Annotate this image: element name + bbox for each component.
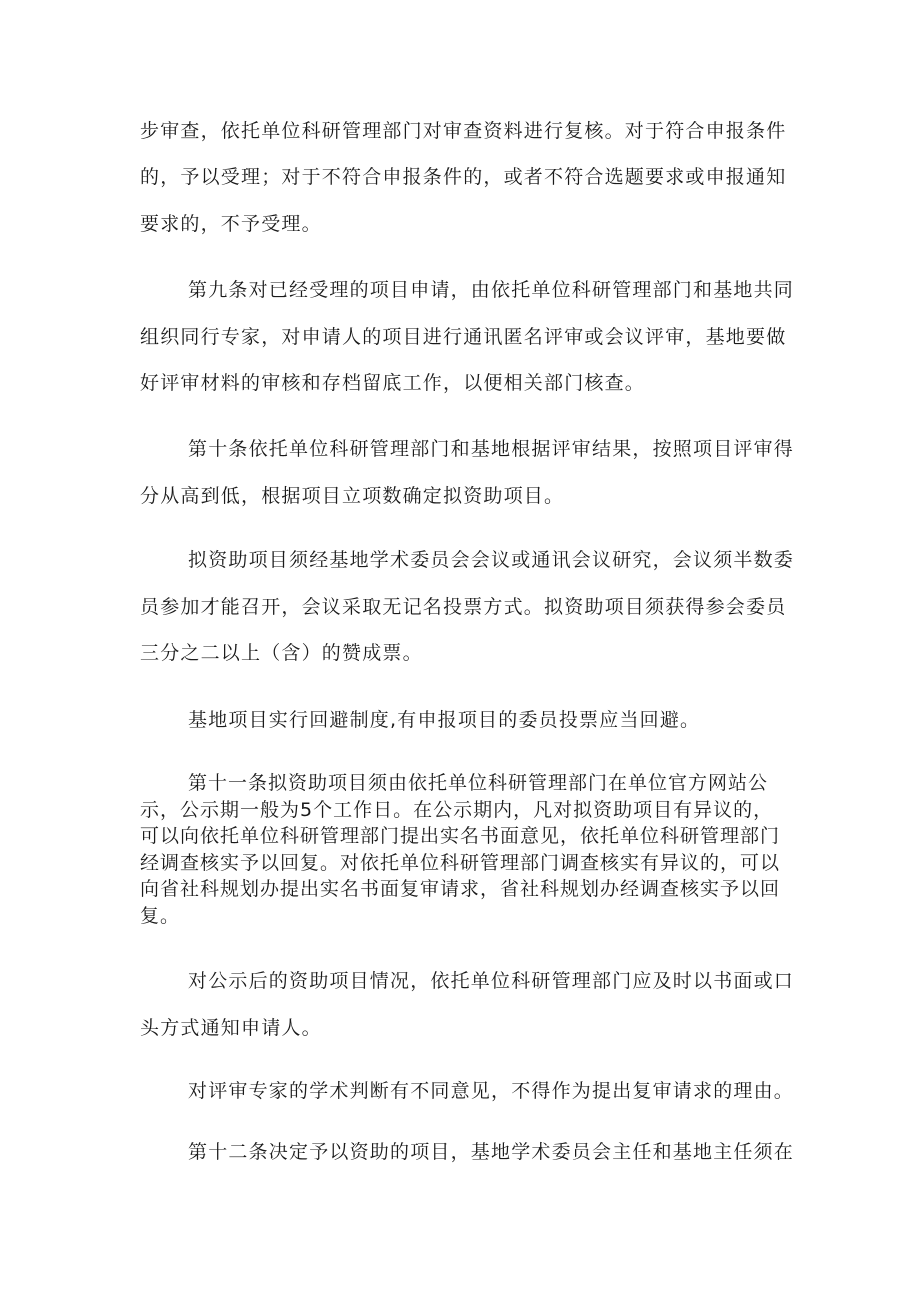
text-line: 第九条对已经受理的项目申请，由依托单位科研管理部门和基地共同 <box>188 279 795 301</box>
text-line: 第十二条决定予以资助的项目，基地学术委员会主任和基地主任须在 <box>188 1141 795 1163</box>
text-line: 复。 <box>140 905 181 927</box>
text-line: 头方式通知申请人。 <box>140 1017 322 1039</box>
text-line: 步审查，依托单位科研管理部门对审查资料进行复核。对于符合申报条件 <box>140 120 787 142</box>
text-line: 对评审专家的学术判断有不同意见，不得作为提出复审请求的理由。 <box>188 1080 795 1102</box>
text-line: 第十条依托单位科研管理部门和基地根据评审结果，按照项目评审得 <box>188 438 795 460</box>
text-line: 的，予以受理；对于不符合申报条件的，或者不符合选题要求或申报通知 <box>140 166 787 188</box>
text-line: 员参加才能召开，会议采取无记名投票方式。拟资助项目须获得参会委员 <box>140 596 787 618</box>
text-line: 示，公示期一般为5个工作日。在公示期内，凡对拟资助项目有异议的， <box>140 799 774 821</box>
text-line: 拟资助项目须经基地学术委员会会议或通讯会议研究，会议须半数委 <box>188 549 795 571</box>
text-line: 分从高到低，根据项目立项数确定拟资助项目。 <box>140 485 565 507</box>
text-line: 第十一条拟资助项目须由依托单位科研管理部门在单位官方网站公 <box>188 772 769 794</box>
text-line: 基地项目实行回避制度,有申报项目的委员投票应当回避。 <box>188 709 701 731</box>
text-line: 向省社科规划办提出实名书面复审请求，省社科规划办经调查核实予以回 <box>140 878 781 900</box>
text-line: 经调查核实予以回复。对依托单位科研管理部门调查核实有异议的，可以 <box>140 852 781 874</box>
text-line: 三分之二以上（含）的赞成票。 <box>140 642 423 664</box>
text-line: 可以向依托单位科研管理部门提出实名书面意见，依托单位科研管理部门 <box>140 825 781 847</box>
text-line: 好评审材料的审核和存档留底工作，以便相关部门核查。 <box>140 372 646 394</box>
text-line: 对公示后的资助项目情况，依托单位科研管理部门应及时以书面或口 <box>188 970 795 992</box>
text-line: 要求的，不予受理。 <box>140 213 322 235</box>
text-line: 组织同行专家，对申请人的项目进行通讯匿名评审或会议评审，基地要做 <box>140 326 787 348</box>
